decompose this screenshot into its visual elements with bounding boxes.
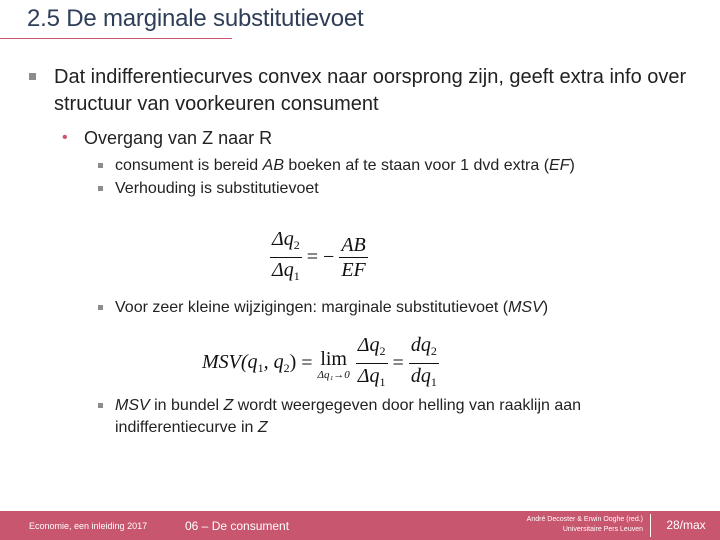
formula-msv: $MSV(q_1$, $q_2$) = lim Δq₁→0 $\frac{\Delta q_2}{\Delta q_1}$ = $\frac{dq_2}{dq_1}$ bbox=[202, 333, 439, 394]
title-underline bbox=[0, 38, 232, 39]
formula-substitution-ratio: $\frac{\Delta q_2}{\Delta q_1}$ = − $\frac{AB}{EF}$ bbox=[270, 227, 368, 288]
footer-chapter: 06 – De consument bbox=[185, 519, 290, 533]
sub-bullet-1 bbox=[98, 155, 678, 177]
footer-authors: André Decoster & Erwin Ooghe (red.) Universitaire Pers Leuven bbox=[526, 516, 643, 533]
sub-bullet-2 bbox=[98, 178, 678, 200]
sub-bullet-3 bbox=[98, 297, 678, 319]
fraction-delta-q: $\frac{\Delta q_2}{\Delta q_1}$ bbox=[272, 228, 300, 283]
bullet-level1 bbox=[29, 64, 699, 118]
fraction-ab-ef: $\frac{AB}{EF}$ bbox=[341, 234, 366, 281]
dot-bullet-icon: • bbox=[62, 129, 68, 146]
sub-bullet-1-text: consument is bereid AB boeken af te staan voor 1 dvd extra (EF) bbox=[115, 157, 575, 174]
sub-bullet-4-text: MSV in bundel Z wordt weergegeven door helling van raaklijn aan indifferentiecurve in Z bbox=[115, 397, 582, 436]
page-number: 28/max bbox=[666, 518, 706, 532]
bullet-level2-text: Overgang van Z naar R bbox=[84, 128, 273, 148]
footer-bar bbox=[0, 511, 720, 540]
sub-bullet-4 bbox=[98, 395, 678, 439]
fraction-delta-q: $\frac{\Delta q_2}{\Delta q_1}$ bbox=[357, 334, 386, 389]
footer-divider bbox=[650, 514, 651, 537]
bullet-level2 bbox=[62, 126, 272, 150]
fraction-dq: $\frac{dq_2}{dq_1}$ bbox=[410, 334, 437, 389]
square-bullet-icon bbox=[98, 403, 103, 408]
square-bullet-icon bbox=[98, 163, 103, 168]
footer-book-title: Economie, een inleiding 2017 bbox=[29, 521, 148, 531]
sub-bullet-2-text: Verhouding is substitutievoet bbox=[115, 180, 319, 197]
bullet-level1-text: Dat indifferentiecurves convex naar oorsprong zijn, geeft extra info over structuur van voorkeuren consument bbox=[54, 66, 687, 115]
limit-operator: lim Δq₁→0 bbox=[317, 347, 350, 381]
square-bullet-icon bbox=[29, 73, 36, 80]
sub-bullet-3-text: Voor zeer kleine wijzigingen: marginale substitutievoet (MSV) bbox=[115, 299, 549, 316]
square-bullet-icon bbox=[98, 186, 103, 191]
square-bullet-icon bbox=[98, 305, 103, 310]
slide-title: 2.5 De marginale substitutievoet bbox=[27, 5, 364, 32]
